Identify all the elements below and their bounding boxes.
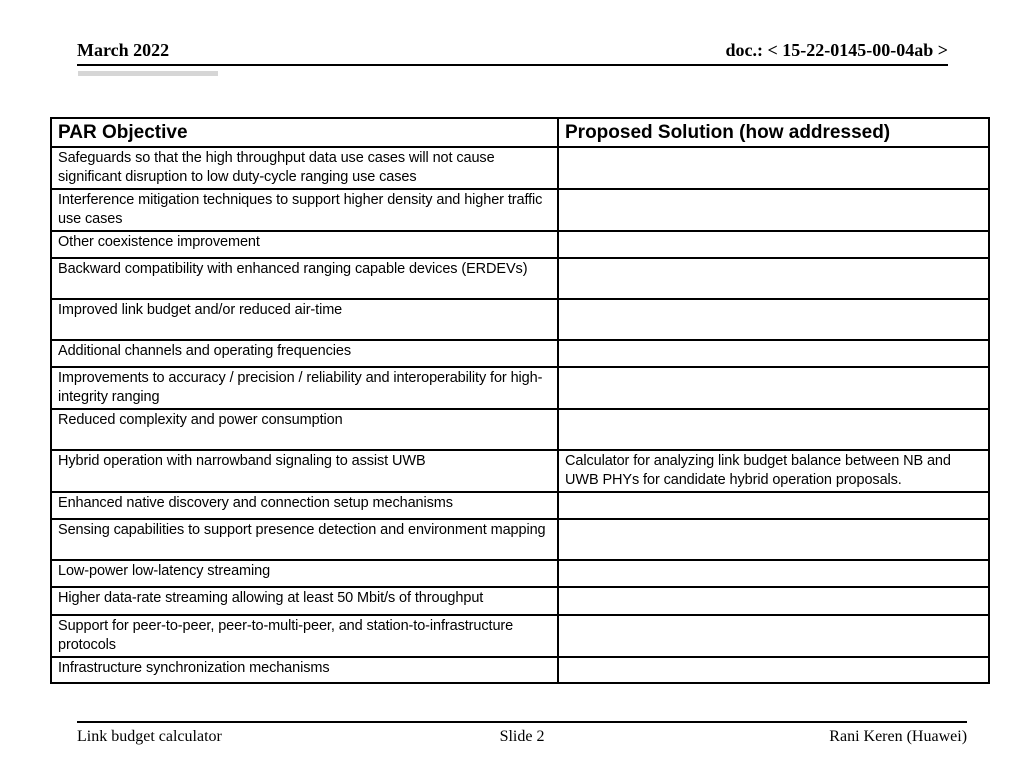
objective-cell: Backward compatibility with enhanced ranging capable devices (ERDEVs) bbox=[51, 258, 558, 299]
objective-cell: Infrastructure synchronization mechanisms bbox=[51, 657, 558, 683]
objective-cell: Low-power low-latency streaming bbox=[51, 560, 558, 587]
solution-cell bbox=[558, 340, 989, 367]
solution-cell bbox=[558, 147, 989, 189]
solution-cell bbox=[558, 492, 989, 519]
solution-cell bbox=[558, 367, 989, 409]
footer-author: Rani Keren (Huawei) bbox=[829, 728, 968, 745]
objective-cell: Interference mitigation techniques to support higher density and higher traffic use cases bbox=[51, 189, 558, 231]
objective-column-header: PAR Objective bbox=[51, 118, 558, 147]
table-row bbox=[51, 231, 989, 258]
objective-cell: Improved link budget and/or reduced air-time bbox=[51, 299, 558, 340]
solution-cell bbox=[558, 258, 989, 299]
solution-column-header: Proposed Solution (how addressed) bbox=[558, 118, 989, 147]
table-row bbox=[51, 409, 989, 450]
objective-cell: Support for peer-to-peer, peer-to-multi-peer, and station-to-infrastructure protocols bbox=[51, 615, 558, 657]
solution-cell bbox=[558, 560, 989, 587]
table-row bbox=[51, 492, 989, 519]
solution-cell bbox=[558, 409, 989, 450]
table-row bbox=[51, 519, 989, 560]
footer-title: Link budget calculator bbox=[77, 728, 222, 745]
objective-cell: Enhanced native discovery and connection setup mechanisms bbox=[51, 492, 558, 519]
slide-footer bbox=[77, 721, 967, 746]
table-row bbox=[51, 189, 989, 231]
solution-cell bbox=[558, 587, 989, 615]
objective-cell: Other coexistence improvement bbox=[51, 231, 558, 258]
objective-cell: Additional channels and operating frequencies bbox=[51, 340, 558, 367]
table-row bbox=[51, 615, 989, 657]
table-row bbox=[51, 367, 989, 409]
solution-cell bbox=[558, 231, 989, 258]
slide-number: Slide 2 bbox=[499, 728, 545, 745]
doc-number: doc.: < 15-22-0145-00-04ab > bbox=[725, 40, 948, 60]
objective-cell: Safeguards so that the high throughput data use cases will not cause significant disruption to low duty-cycle ranging use cases bbox=[51, 147, 558, 189]
slide-date: March 2022 bbox=[77, 40, 170, 60]
header-text-artifact bbox=[78, 71, 218, 76]
solution-cell bbox=[558, 657, 989, 683]
solution-cell bbox=[558, 189, 989, 231]
slide-header bbox=[77, 40, 948, 66]
solution-cell bbox=[558, 299, 989, 340]
table-row bbox=[51, 340, 989, 367]
solution-cell bbox=[558, 519, 989, 560]
objective-cell: Higher data-rate streaming allowing at least 50 Mbit/s of throughput bbox=[51, 587, 558, 615]
solution-cell: Calculator for analyzing link budget balance between NB and UWB PHYs for candidate hybrid operation proposals. bbox=[558, 450, 989, 492]
par-objectives-table bbox=[50, 117, 990, 684]
objective-cell: Improvements to accuracy / precision / reliability and interoperability for high-integrity ranging bbox=[51, 367, 558, 409]
table-row bbox=[51, 258, 989, 299]
table-row bbox=[51, 657, 989, 683]
table-row bbox=[51, 587, 989, 615]
objective-cell: Hybrid operation with narrowband signaling to assist UWB bbox=[51, 450, 558, 492]
objective-cell: Reduced complexity and power consumption bbox=[51, 409, 558, 450]
table-header-row bbox=[51, 118, 989, 147]
objective-cell: Sensing capabilities to support presence detection and environment mapping bbox=[51, 519, 558, 560]
table-row bbox=[51, 560, 989, 587]
table-row bbox=[51, 450, 989, 492]
solution-cell bbox=[558, 615, 989, 657]
table-row bbox=[51, 147, 989, 189]
table-row bbox=[51, 299, 989, 340]
